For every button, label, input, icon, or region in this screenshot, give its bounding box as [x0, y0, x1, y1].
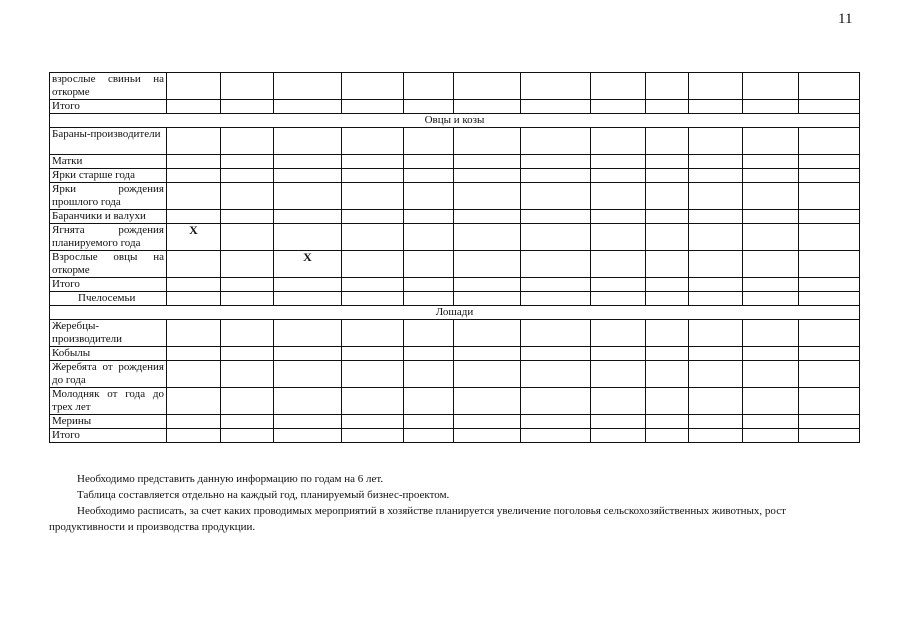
table-cell [342, 415, 404, 429]
table-cell [521, 183, 591, 210]
table-cell [743, 128, 799, 155]
table-cell [342, 292, 404, 306]
table-cell [591, 361, 646, 388]
table-cell [342, 210, 404, 224]
table-cell [521, 388, 591, 415]
table-row [50, 320, 860, 347]
table-cell [799, 210, 860, 224]
table-cell [274, 388, 342, 415]
table-cell [404, 73, 454, 100]
table-cell [743, 251, 799, 278]
table-cell [221, 210, 274, 224]
table-cell [221, 320, 274, 347]
table-cell [591, 415, 646, 429]
table-cell [689, 100, 743, 114]
table-cell [404, 292, 454, 306]
section-title: Овцы и козы [50, 114, 860, 128]
table-cell [167, 251, 221, 278]
table-cell [646, 388, 689, 415]
note-years: Необходимо представить данную информацию по годам на 6 лет. [77, 473, 384, 485]
table-cell [799, 429, 860, 443]
table-cell [521, 292, 591, 306]
row-label: Мерины [50, 415, 167, 429]
table-cell [591, 155, 646, 169]
table-cell [591, 388, 646, 415]
table-cell [167, 415, 221, 429]
table-cell [167, 100, 221, 114]
table-cell [274, 429, 342, 443]
table-row [50, 155, 860, 169]
table-cell [591, 251, 646, 278]
table-cell [342, 128, 404, 155]
table-cell [274, 278, 342, 292]
table-cell [689, 73, 743, 100]
table-cell [167, 347, 221, 361]
table-cell [404, 361, 454, 388]
table-cell [689, 278, 743, 292]
table-row [50, 73, 860, 100]
table-cell [404, 224, 454, 251]
table-cell [591, 347, 646, 361]
mark-cell: X [274, 251, 342, 278]
table-cell [342, 278, 404, 292]
table-cell [404, 210, 454, 224]
row-label: Итого [50, 429, 167, 443]
section-title: Лошади [50, 306, 860, 320]
table-cell [167, 278, 221, 292]
table-cell [521, 155, 591, 169]
row-label: Ярки рождения прошлого года [50, 183, 167, 210]
table-cell [799, 388, 860, 415]
table-cell [743, 320, 799, 347]
table-cell [342, 73, 404, 100]
table-cell [342, 320, 404, 347]
table-cell [454, 292, 521, 306]
table-cell [689, 128, 743, 155]
table-cell [221, 183, 274, 210]
table-row [50, 292, 860, 306]
table-cell [689, 388, 743, 415]
table-cell [404, 100, 454, 114]
table-cell [743, 210, 799, 224]
table-cell [404, 128, 454, 155]
table-cell [454, 251, 521, 278]
table-cell [646, 320, 689, 347]
table-cell [689, 347, 743, 361]
table-cell [689, 251, 743, 278]
table-cell [404, 278, 454, 292]
table-cell [454, 278, 521, 292]
table-cell [689, 169, 743, 183]
table-cell [342, 429, 404, 443]
table-cell [274, 361, 342, 388]
table-cell [521, 210, 591, 224]
table-cell [521, 415, 591, 429]
row-label: Баранчики и валухи [50, 210, 167, 224]
table-cell [743, 415, 799, 429]
table-cell [454, 415, 521, 429]
table-cell [454, 169, 521, 183]
table-cell [221, 73, 274, 100]
table-cell [521, 73, 591, 100]
table-row [50, 429, 860, 443]
table-cell [274, 320, 342, 347]
table-cell [743, 183, 799, 210]
note-per-year: Таблица составляется отдельно на каждый год, планируемый бизнес-проектом. [77, 489, 450, 501]
table-cell [221, 224, 274, 251]
row-label: Взрослые овцы на откорме [50, 251, 167, 278]
table-cell [342, 183, 404, 210]
table-cell [521, 347, 591, 361]
table-cell [689, 183, 743, 210]
table-cell [591, 100, 646, 114]
table-cell [646, 361, 689, 388]
table-cell [743, 278, 799, 292]
table-cell [799, 224, 860, 251]
table-row [50, 278, 860, 292]
table-row [50, 251, 860, 278]
table-cell [167, 320, 221, 347]
table-cell [404, 251, 454, 278]
table-cell [591, 169, 646, 183]
mark-cell: X [167, 224, 221, 251]
note-measures: Необходимо расписать, за счет каких проводимых мероприятий в хозяйстве планируется увеличение поголовья сельскохозяйственных животных, рост продуктивности и производства продукции. [49, 505, 786, 533]
table-cell [221, 155, 274, 169]
table-cell [167, 155, 221, 169]
table-cell [167, 361, 221, 388]
table-cell [404, 169, 454, 183]
table-cell [591, 278, 646, 292]
table-cell [274, 128, 342, 155]
table-cell [342, 100, 404, 114]
table-cell [274, 224, 342, 251]
table-row [50, 224, 860, 251]
table-cell [454, 361, 521, 388]
table-cell [521, 251, 591, 278]
page-number: 11 [838, 11, 853, 27]
table-cell [454, 128, 521, 155]
table-cell [167, 73, 221, 100]
table-cell [646, 155, 689, 169]
table-cell [404, 415, 454, 429]
table-cell [646, 128, 689, 155]
table-cell [274, 100, 342, 114]
table-cell [221, 128, 274, 155]
table-cell [274, 210, 342, 224]
table-cell [646, 73, 689, 100]
table-cell [167, 210, 221, 224]
table-cell [646, 100, 689, 114]
table-row [50, 388, 860, 415]
table-cell [646, 169, 689, 183]
table-cell [342, 361, 404, 388]
table-cell [454, 183, 521, 210]
table-row [50, 415, 860, 429]
row-label: Ягнята рождения планируемого года [50, 224, 167, 251]
table-cell [646, 183, 689, 210]
table-cell [591, 183, 646, 210]
table-cell [167, 128, 221, 155]
table-cell [646, 429, 689, 443]
table-cell [454, 347, 521, 361]
livestock-table [49, 72, 860, 443]
table-cell [646, 224, 689, 251]
row-label: Пчелосемьи [50, 292, 167, 306]
table-cell [799, 100, 860, 114]
table-cell [274, 169, 342, 183]
table-cell [274, 347, 342, 361]
row-label: Итого [50, 100, 167, 114]
section-row [50, 114, 860, 128]
table-cell [689, 210, 743, 224]
table-row [50, 169, 860, 183]
table-row [50, 347, 860, 361]
table-cell [743, 73, 799, 100]
table-cell [521, 224, 591, 251]
table-cell [274, 73, 342, 100]
table-cell [404, 155, 454, 169]
table-cell [799, 415, 860, 429]
table-cell [404, 347, 454, 361]
table-cell [799, 169, 860, 183]
table-cell [743, 224, 799, 251]
section-row [50, 306, 860, 320]
table-cell [167, 429, 221, 443]
table-cell [646, 210, 689, 224]
row-label: Жеребцы-производители [50, 320, 167, 347]
table-cell [454, 429, 521, 443]
table-cell [342, 347, 404, 361]
table-cell [342, 224, 404, 251]
table-cell [743, 155, 799, 169]
table-cell [274, 155, 342, 169]
table-cell [591, 128, 646, 155]
table-cell [689, 320, 743, 347]
row-label: Ярки старше года [50, 169, 167, 183]
table-cell [221, 388, 274, 415]
table-cell [274, 292, 342, 306]
table-row [50, 210, 860, 224]
table-cell [521, 100, 591, 114]
notes-block [49, 471, 859, 535]
row-label: Матки [50, 155, 167, 169]
table-cell [521, 361, 591, 388]
table-cell [167, 292, 221, 306]
table-cell [799, 73, 860, 100]
table-cell [342, 388, 404, 415]
table-cell [591, 429, 646, 443]
table-row [50, 361, 860, 388]
row-label: Жеребята от рождения до года [50, 361, 167, 388]
table-cell [743, 292, 799, 306]
table-cell [591, 224, 646, 251]
table-cell [799, 361, 860, 388]
table-cell [591, 73, 646, 100]
table-cell [342, 251, 404, 278]
row-label: Молодняк от года до трех лет [50, 388, 167, 415]
table-cell [646, 415, 689, 429]
table-cell [799, 292, 860, 306]
row-label: взрослые свиньи на откорме [50, 73, 167, 100]
table-cell [454, 100, 521, 114]
table-cell [167, 169, 221, 183]
table-cell [799, 155, 860, 169]
table-cell [404, 183, 454, 210]
table-cell [221, 278, 274, 292]
table-cell [521, 128, 591, 155]
table-cell [689, 415, 743, 429]
table-cell [221, 347, 274, 361]
table-cell [689, 224, 743, 251]
table-cell [404, 388, 454, 415]
table-cell [521, 169, 591, 183]
table-cell [689, 429, 743, 443]
table-cell [799, 183, 860, 210]
table-cell [743, 361, 799, 388]
row-label: Итого [50, 278, 167, 292]
table-cell [404, 429, 454, 443]
table-cell [743, 388, 799, 415]
table-cell [689, 361, 743, 388]
table-cell [743, 100, 799, 114]
table-cell [454, 73, 521, 100]
table-cell [221, 415, 274, 429]
table-cell [454, 224, 521, 251]
table-cell [743, 429, 799, 443]
table-cell [591, 320, 646, 347]
table-cell [221, 100, 274, 114]
table-cell [591, 292, 646, 306]
table-cell [454, 320, 521, 347]
table-cell [689, 155, 743, 169]
table-cell [743, 169, 799, 183]
table-cell [646, 278, 689, 292]
table-cell [646, 292, 689, 306]
table-cell [454, 155, 521, 169]
table-cell [799, 278, 860, 292]
table-cell [521, 429, 591, 443]
table-cell [274, 415, 342, 429]
table-cell [799, 251, 860, 278]
table-cell [454, 210, 521, 224]
table-cell [342, 169, 404, 183]
table-cell [521, 320, 591, 347]
row-label: Кобылы [50, 347, 167, 361]
table-cell [221, 292, 274, 306]
table-cell [743, 347, 799, 361]
table-cell [167, 183, 221, 210]
table-cell [521, 278, 591, 292]
table-cell [221, 429, 274, 443]
table-cell [646, 251, 689, 278]
table-cell [646, 347, 689, 361]
table-cell [591, 210, 646, 224]
table-row [50, 183, 860, 210]
table-cell [342, 155, 404, 169]
table-cell [689, 292, 743, 306]
table-row [50, 128, 860, 155]
table-row [50, 100, 860, 114]
row-label: Бараны-производители [50, 128, 167, 155]
table-cell [799, 347, 860, 361]
table-cell [404, 320, 454, 347]
table-cell [221, 251, 274, 278]
table-cell [454, 388, 521, 415]
table-cell [221, 361, 274, 388]
table-cell [799, 128, 860, 155]
table-cell [799, 320, 860, 347]
table-cell [274, 183, 342, 210]
table-cell [221, 169, 274, 183]
table-cell [167, 388, 221, 415]
